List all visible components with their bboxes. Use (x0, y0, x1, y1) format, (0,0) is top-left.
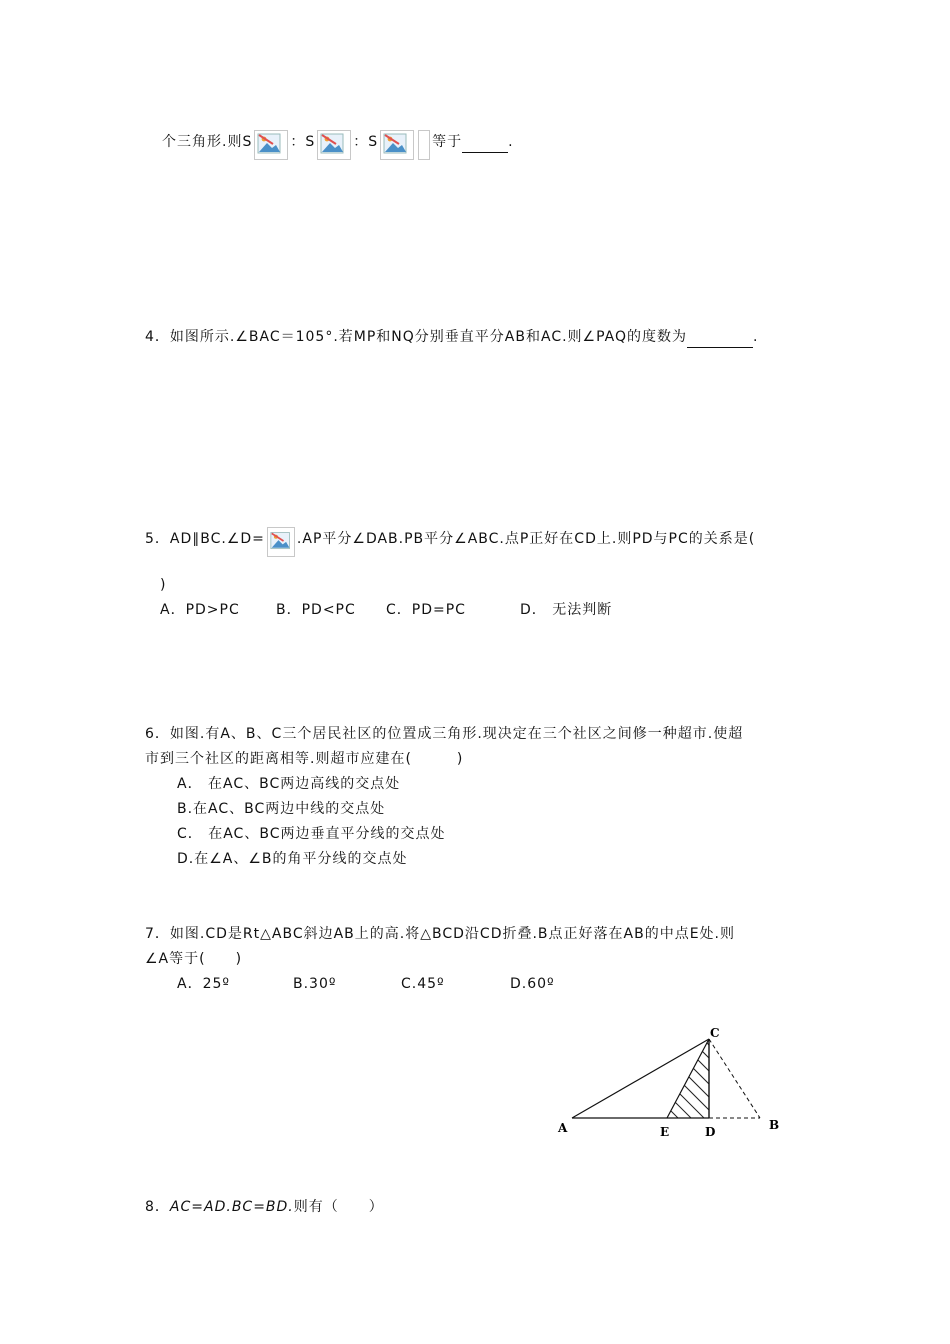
q5-close-paren: ) (160, 577, 167, 593)
q3-text: 个三角形.则 (162, 134, 243, 150)
q5-option-c: C．PD=PC (386, 602, 466, 618)
q6-option-a: A． 在AC、BC两边高线的交点处 (177, 776, 401, 792)
broken-image-icon (380, 130, 414, 160)
q6-option-c: C． 在AC、BC两边垂直平分线的交点处 (177, 826, 446, 842)
q5-option-b: B．PD<PC (276, 602, 356, 618)
broken-image-icon (254, 130, 288, 160)
q5-option-a: A．PD>PC (160, 602, 240, 618)
q6-option-b: B.在AC、BC两边中线的交点处 (177, 801, 386, 817)
q7-option-d: D.60º (510, 976, 555, 992)
area-symbol: S (242, 134, 253, 150)
broken-image-icon (317, 130, 351, 160)
question-6-line2: 市到三个社区的距离相等.则超市应建在( ) (145, 751, 464, 767)
answer-blank (462, 132, 508, 153)
question-7-line2: ∠A等于( ) (145, 951, 243, 967)
q6-option-d: D.在∠A、∠B的角平分线的交点处 (177, 851, 408, 867)
label-d: D (705, 1125, 716, 1139)
q7-option-a: A．25º (177, 976, 230, 992)
question-4: 4．如图所示.∠BAC＝105°.若MP和NQ分别垂直平分AB和AC.则∠PAQ的度数为 . (145, 327, 758, 348)
question-6-line1: 6．如图.有A、B、C三个居民社区的位置成三角形.现决定在三个社区之间修一种超市.使超 (145, 726, 744, 742)
q3-line: 个三角形.则S ：S ：S 等于 . (162, 130, 514, 160)
broken-image-icon (418, 130, 430, 160)
q7-option-c: C.45º (401, 976, 445, 992)
label-b: B (769, 1118, 780, 1132)
question-8: 8．AC=AD.BC=BD.则有（ ） (145, 1199, 384, 1215)
label-a: A (558, 1121, 568, 1135)
q8-math: AC=AD.BC=BD. (169, 1199, 294, 1215)
q5-option-d: D． 无法判断 (520, 602, 613, 618)
label-e: E (660, 1125, 670, 1139)
segment-cb-dashed (709, 1039, 760, 1118)
question-5: 5．AD∥BC.∠D= .AP平分∠DAB.PB平分∠ABC.点P正好在CD上.则PD与PC的关系是( (145, 527, 755, 557)
triangle-figure (552, 1020, 792, 1150)
q7-option-b: B.30º (293, 976, 337, 992)
label-c: C (710, 1026, 720, 1040)
broken-image-icon (267, 527, 295, 557)
answer-blank (687, 327, 753, 348)
question-7-line1: 7．如图.CD是Rt△ABC斜边AB上的高.将△BCD沿CD折叠.B点正好落在AB的中点E处.则 (145, 926, 736, 942)
